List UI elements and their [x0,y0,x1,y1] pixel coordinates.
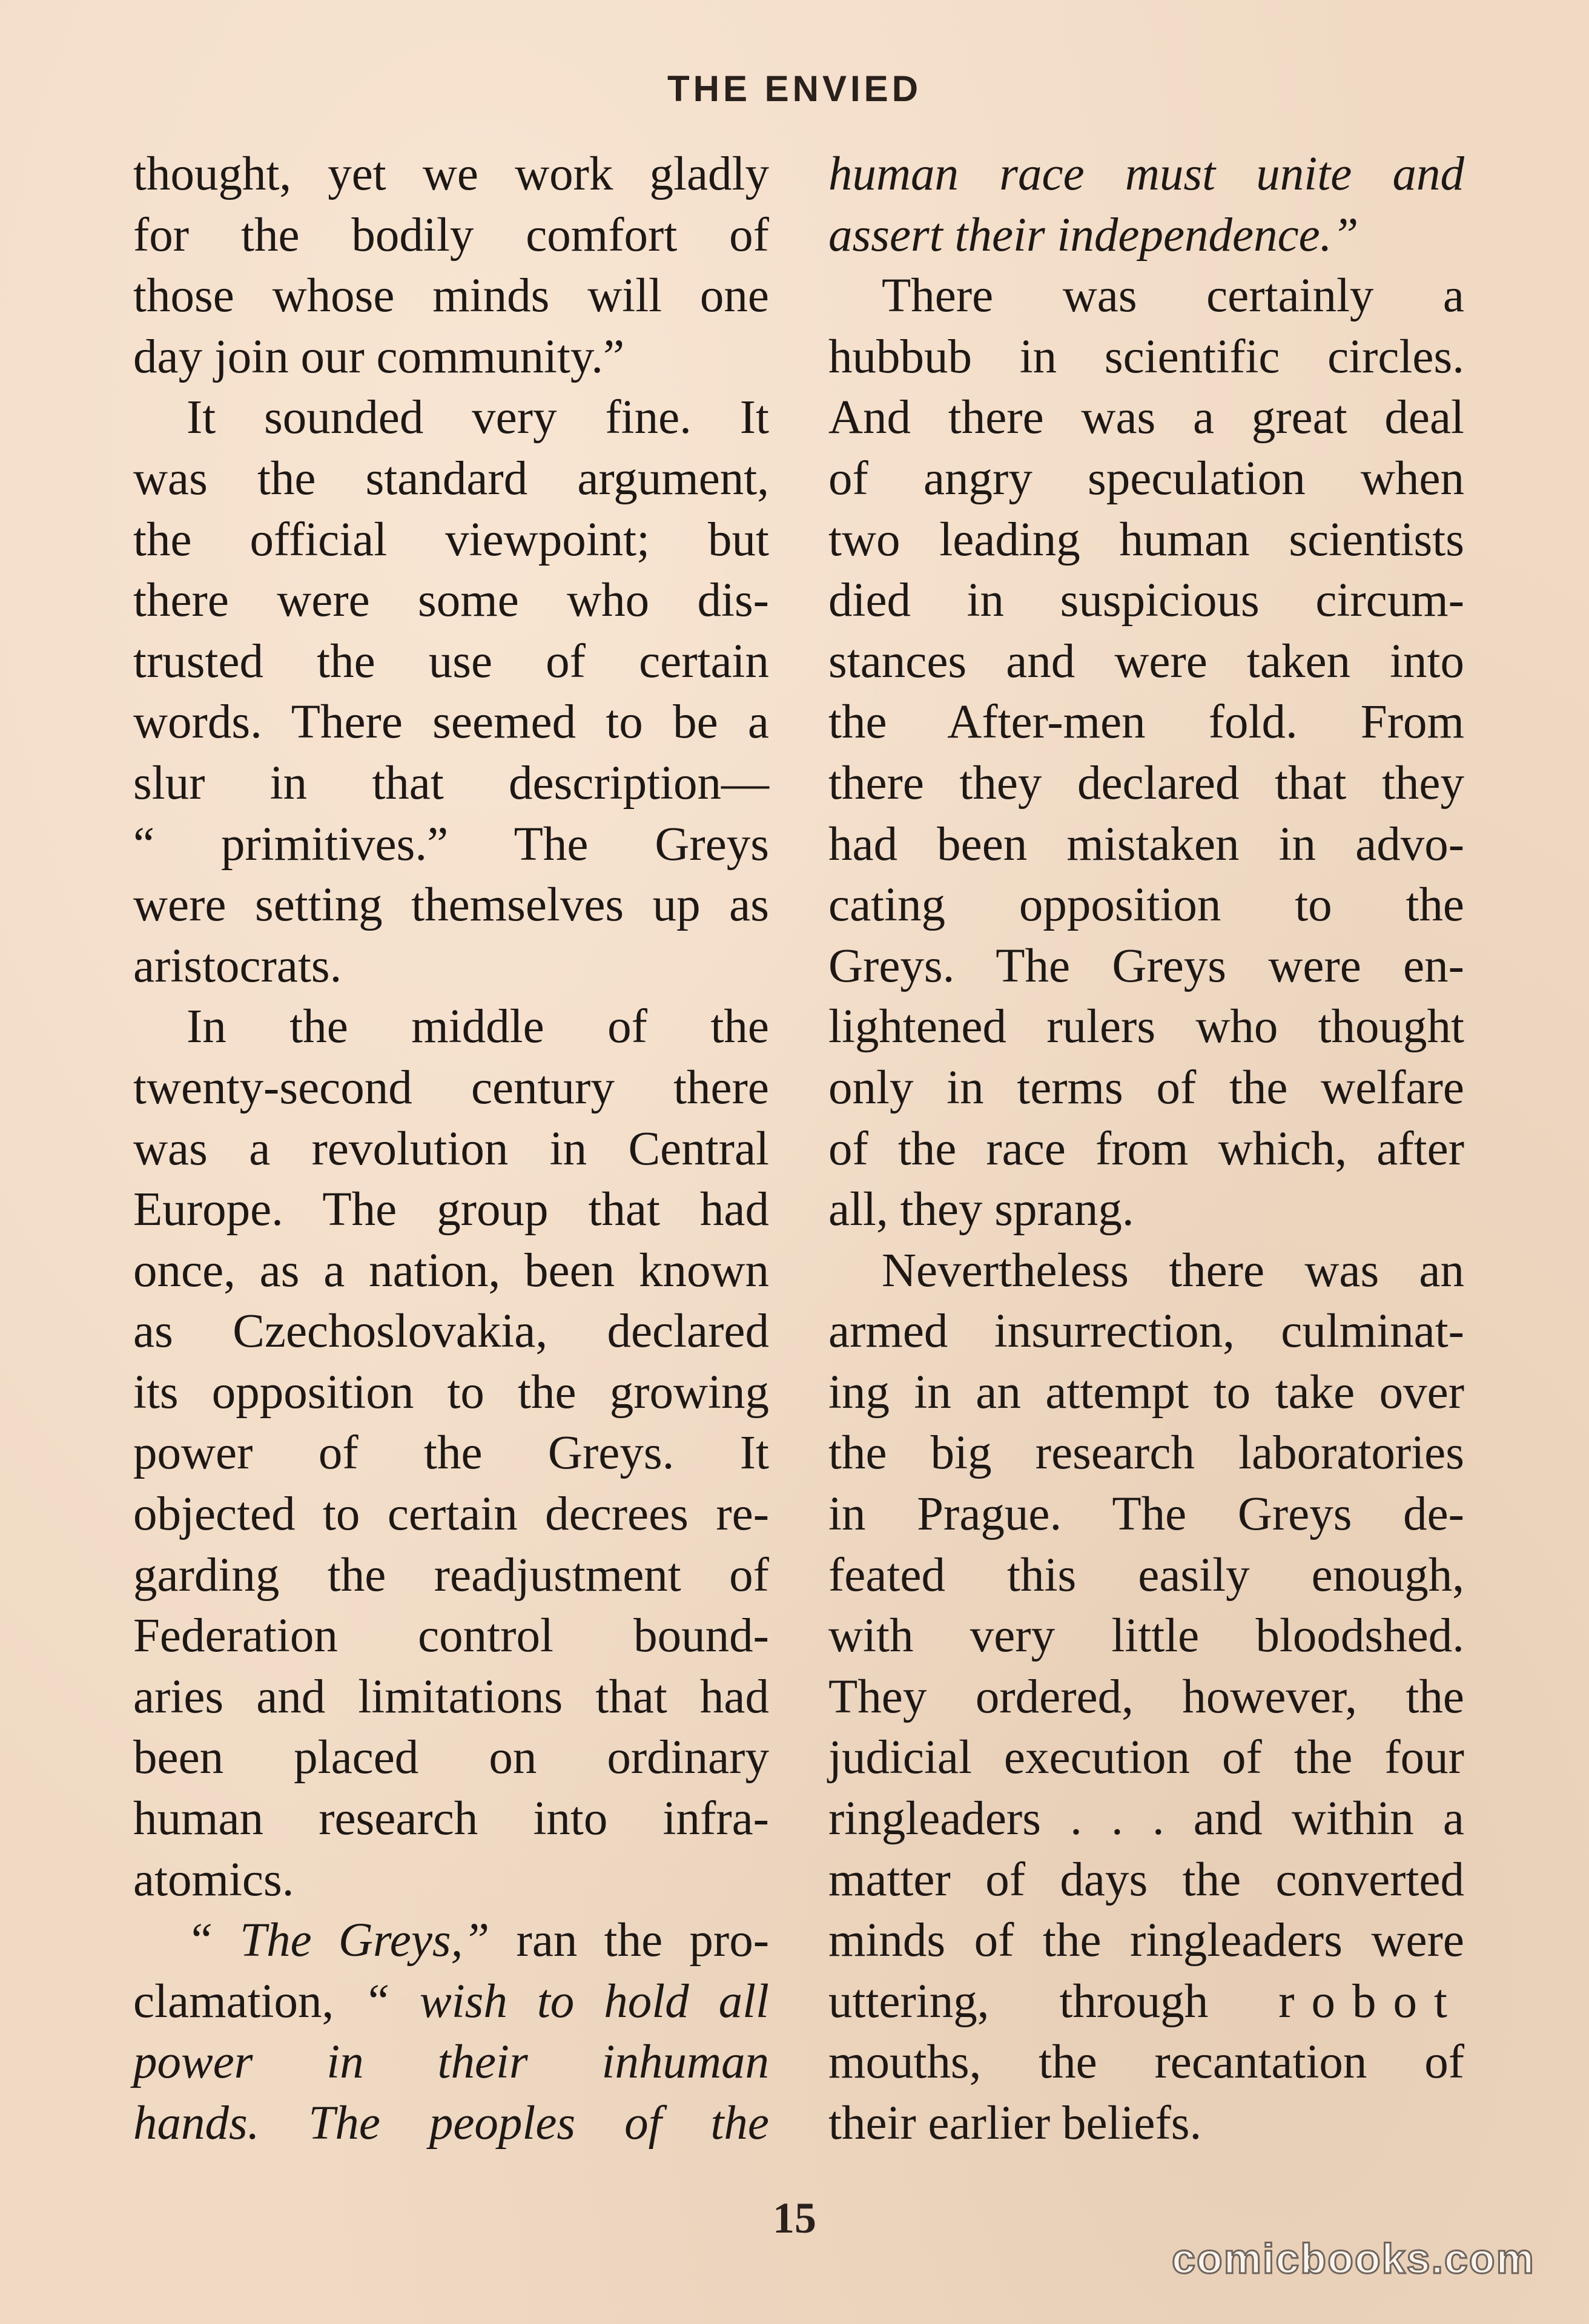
roman-text: ran the pro- [489,1914,770,1967]
text-line: feated this easily enough, [828,1548,1464,1602]
text-line: trusted the use of certain [133,635,769,688]
running-title: THE ENVIED [667,68,922,109]
text-line: human research into infra- [133,1792,769,1846]
text-line: was the standard argument, [133,452,769,505]
text-line: ing in an attempt to take over [828,1365,1464,1419]
paragraph-first-line [133,1910,769,1972]
text-line: words. There seemed to be a [133,696,769,749]
text-line: matter of days the converted [828,1853,1464,1906]
text-line: hubbub in scientific circles. [828,330,1464,383]
italic-quote: “ The Greys,” [187,1914,490,1967]
text-line: been placed on ordinary [133,1731,769,1784]
right-text-column [828,144,1464,2154]
text-line: there they declared that they [828,756,1464,810]
text-line: ringleaders . . . and within a [828,1792,1464,1846]
text-line: minds of the ringleaders were [828,1914,1464,1967]
text-line: stances and were taken into [828,635,1464,688]
text-line [133,1972,769,2033]
text-line: Federation control bound- [133,1609,769,1663]
text-line: two leading human scientists [828,513,1464,566]
text-line: as Czechoslovakia, declared [133,1305,769,1358]
text-line: mouths, the recantation of [828,2036,1464,2089]
letterspaced-word: robot [1278,1975,1464,2028]
text-line: thought, yet we work gladly [133,148,769,200]
text-line: of angry speculation when [828,452,1464,505]
italic-line: assert their independence.” [828,208,1359,262]
text-line: for the bodily comfort of [133,208,769,262]
text-line: power of the Greys. It [133,1427,769,1480]
text-line: lightened rulers who thought [828,1000,1464,1054]
roman-text: clamation, [133,1975,364,2028]
italic-line: human race must unite and [828,148,1464,200]
roman-text: uttering, through [828,1975,1279,2028]
text-line [828,1972,1464,2033]
text-line: objected to certain decrees re- [133,1488,769,1541]
paragraph-first-line: Nevertheless there was an [882,1244,1464,1297]
text-line: atomics. [133,1853,294,1906]
left-text-column [133,144,769,2154]
text-line: day join our community.” [133,330,625,383]
text-line: Europe. The group that had [133,1183,769,1236]
text-line: of the race from which, after [828,1122,1464,1175]
text-line: the After-men fold. From [828,696,1464,749]
text-line: died in suspicious circum- [828,574,1464,627]
text-line: all, they sprang. [828,1183,1134,1236]
text-line: armed insurrection, culminat- [828,1305,1464,1358]
text-line: garding the readjustment of [133,1548,769,1602]
watermark-logo: comicbooks.com [1172,2235,1535,2282]
text-line: slur in that description— [133,756,769,810]
text-line: Greys. The Greys were en- [828,939,1464,992]
page-number: 15 [773,2194,816,2242]
italic-quote: “ wish to hold all [363,1975,769,2028]
text-line: And there was a great deal [828,391,1464,444]
paragraph-first-line: In the middle of the [187,1000,769,1054]
text-line: aristocrats. [133,939,342,992]
text-line: in Prague. The Greys de- [828,1488,1464,1541]
paragraph-first-line: It sounded very fine. It [187,391,769,444]
text-line: cating opposition to the [828,879,1464,932]
italic-line: hands. The peoples of the [133,2097,769,2150]
text-line: only in terms of the welfare [828,1061,1464,1114]
text-line: They ordered, however, the [828,1670,1464,1723]
text-line: their earlier beliefs. [828,2097,1202,2150]
text-line: was a revolution in Central [133,1122,769,1175]
text-line: the official viewpoint; but [133,513,769,566]
text-line: the big research laboratories [828,1427,1464,1480]
text-line: its opposition to the growing [133,1365,769,1419]
paragraph-first-line: There was certainly a [882,269,1464,323]
text-line: once, as a nation, been known [133,1244,769,1297]
text-line: with very little bloodshed. [828,1609,1464,1663]
text-line: there were some who dis- [133,574,769,627]
text-line: those whose minds will one [133,269,769,323]
italic-line: power in their inhuman [133,2036,769,2089]
text-line: judicial execution of the four [828,1731,1464,1784]
text-line: were setting themselves up as [133,879,769,932]
text-line: twenty-second century there [133,1061,769,1114]
text-line: had been mistaken in advo- [828,817,1464,871]
text-line: “ primitives.” The Greys [133,817,769,871]
text-line: aries and limitations that had [133,1670,769,1723]
